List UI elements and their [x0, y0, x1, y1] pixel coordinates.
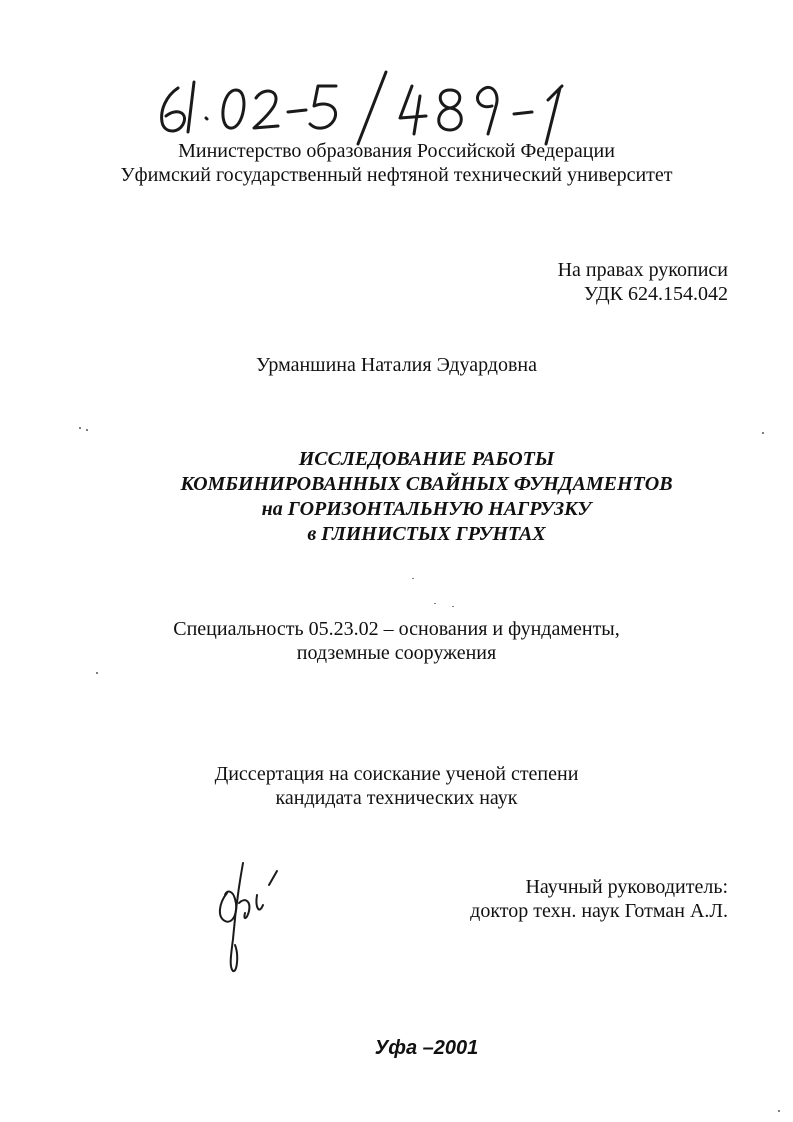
specialty-line-2: подземные сооружения: [296, 642, 497, 664]
scan-speck: [86, 429, 88, 431]
scan-speck: [452, 606, 454, 607]
ministry-heading: Министерство образования Российской Федерации: [178, 140, 615, 162]
title-line-3: на ГОРИЗОНТАЛЬНУЮ НАГРУЗКУ: [261, 498, 592, 520]
supervisor-name: доктор техн. наук Готман А.Л.: [470, 900, 728, 922]
university-heading: Уфимский государственный нефтяной технический университет: [120, 164, 673, 186]
city-year: Уфа –2001: [374, 1037, 479, 1059]
scan-speck: [96, 672, 98, 674]
specialty-line-1: Специальность 05.23.02 – основания и фундаменты,: [173, 618, 620, 640]
handwritten-archive-code: [150, 60, 610, 150]
signature: [205, 855, 295, 980]
rights-note: На правах рукописи: [557, 259, 728, 281]
scan-speck: [79, 427, 81, 429]
scan-speck: [778, 1110, 780, 1112]
udc-code: УДК 624.154.042: [583, 283, 728, 305]
scan-speck: [412, 578, 414, 579]
author-name: Урманшина Наталия Эдуардовна: [255, 354, 538, 376]
title-line-1: ИССЛЕДОВАНИЕ РАБОТЫ: [298, 448, 555, 470]
supervisor-label: Научный руководитель:: [525, 876, 728, 898]
scan-speck: [762, 432, 764, 434]
dissertation-line-1: Диссертация на соискание ученой степени: [214, 763, 579, 785]
title-line-2: КОМБИНИРОВАННЫХ СВАЙНЫХ ФУНДАМЕНТОВ: [180, 473, 673, 495]
dissertation-line-2: кандидата технических наук: [275, 787, 518, 809]
title-line-4: в ГЛИНИСТЫХ ГРУНТАХ: [307, 523, 546, 545]
scan-speck: [434, 603, 436, 604]
